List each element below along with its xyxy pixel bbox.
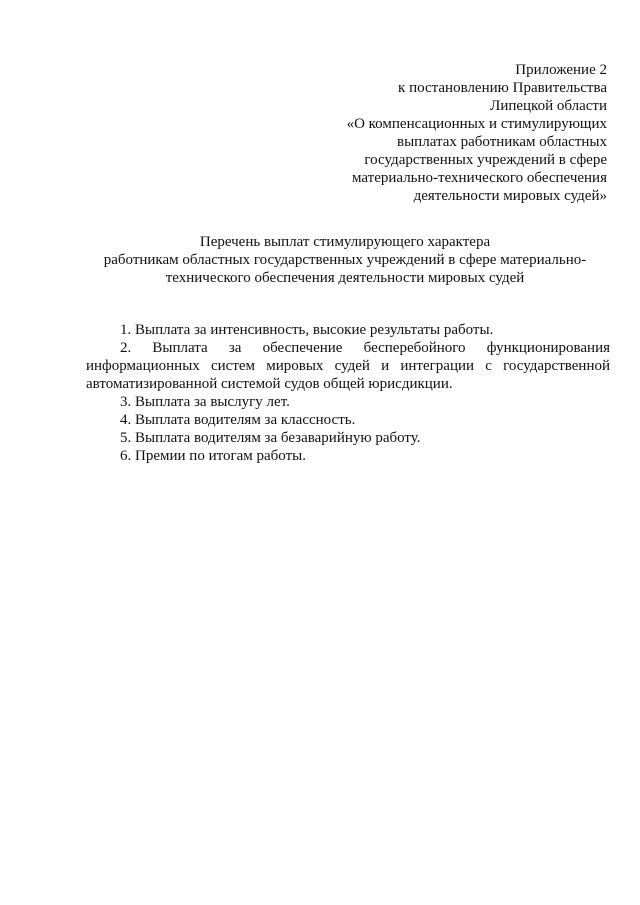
- list-item: 4. Выплата водителям за классность.: [120, 412, 356, 428]
- title-line: работникам областных государственных учреждений в сфере материально-: [103, 252, 587, 268]
- appendix-line: материально-технического обеспечения: [352, 170, 607, 186]
- list-item-line: информационных систем мировых судей и интеграции с государственной: [86, 358, 610, 374]
- document-title: [60, 233, 630, 287]
- appendix-line: деятельности мировых судей»: [413, 188, 607, 204]
- appendix-line: Липецкой области: [490, 98, 607, 114]
- list-item-line: 2. Выплата за обеспечение бесперебойного функционирования: [120, 340, 610, 356]
- list-item: 5. Выплата водителям за безаварийную работу.: [120, 430, 421, 446]
- list-item: 6. Премии по итогам работы.: [120, 448, 306, 464]
- appendix-line: государственных учреждений в сфере: [364, 152, 607, 168]
- appendix-line: Приложение 2: [515, 62, 607, 78]
- appendix-line: выплатах работникам областных: [397, 134, 607, 150]
- list-item: [86, 339, 610, 393]
- list-item-line: автоматизированной системой судов общей юрисдикции.: [86, 376, 453, 392]
- appendix-header: [267, 61, 607, 205]
- list-item: 1. Выплата за интенсивность, высокие результаты работы.: [120, 322, 494, 338]
- appendix-line: «О компенсационных и стимулирующих: [346, 116, 607, 132]
- title-line: технического обеспечения деятельности мировых судей: [165, 270, 525, 286]
- payments-list: [86, 321, 610, 465]
- list-item: 3. Выплата за выслугу лет.: [120, 394, 290, 410]
- title-line: Перечень выплат стимулирующего характера: [199, 234, 491, 250]
- appendix-line: к постановлению Правительства: [398, 80, 607, 96]
